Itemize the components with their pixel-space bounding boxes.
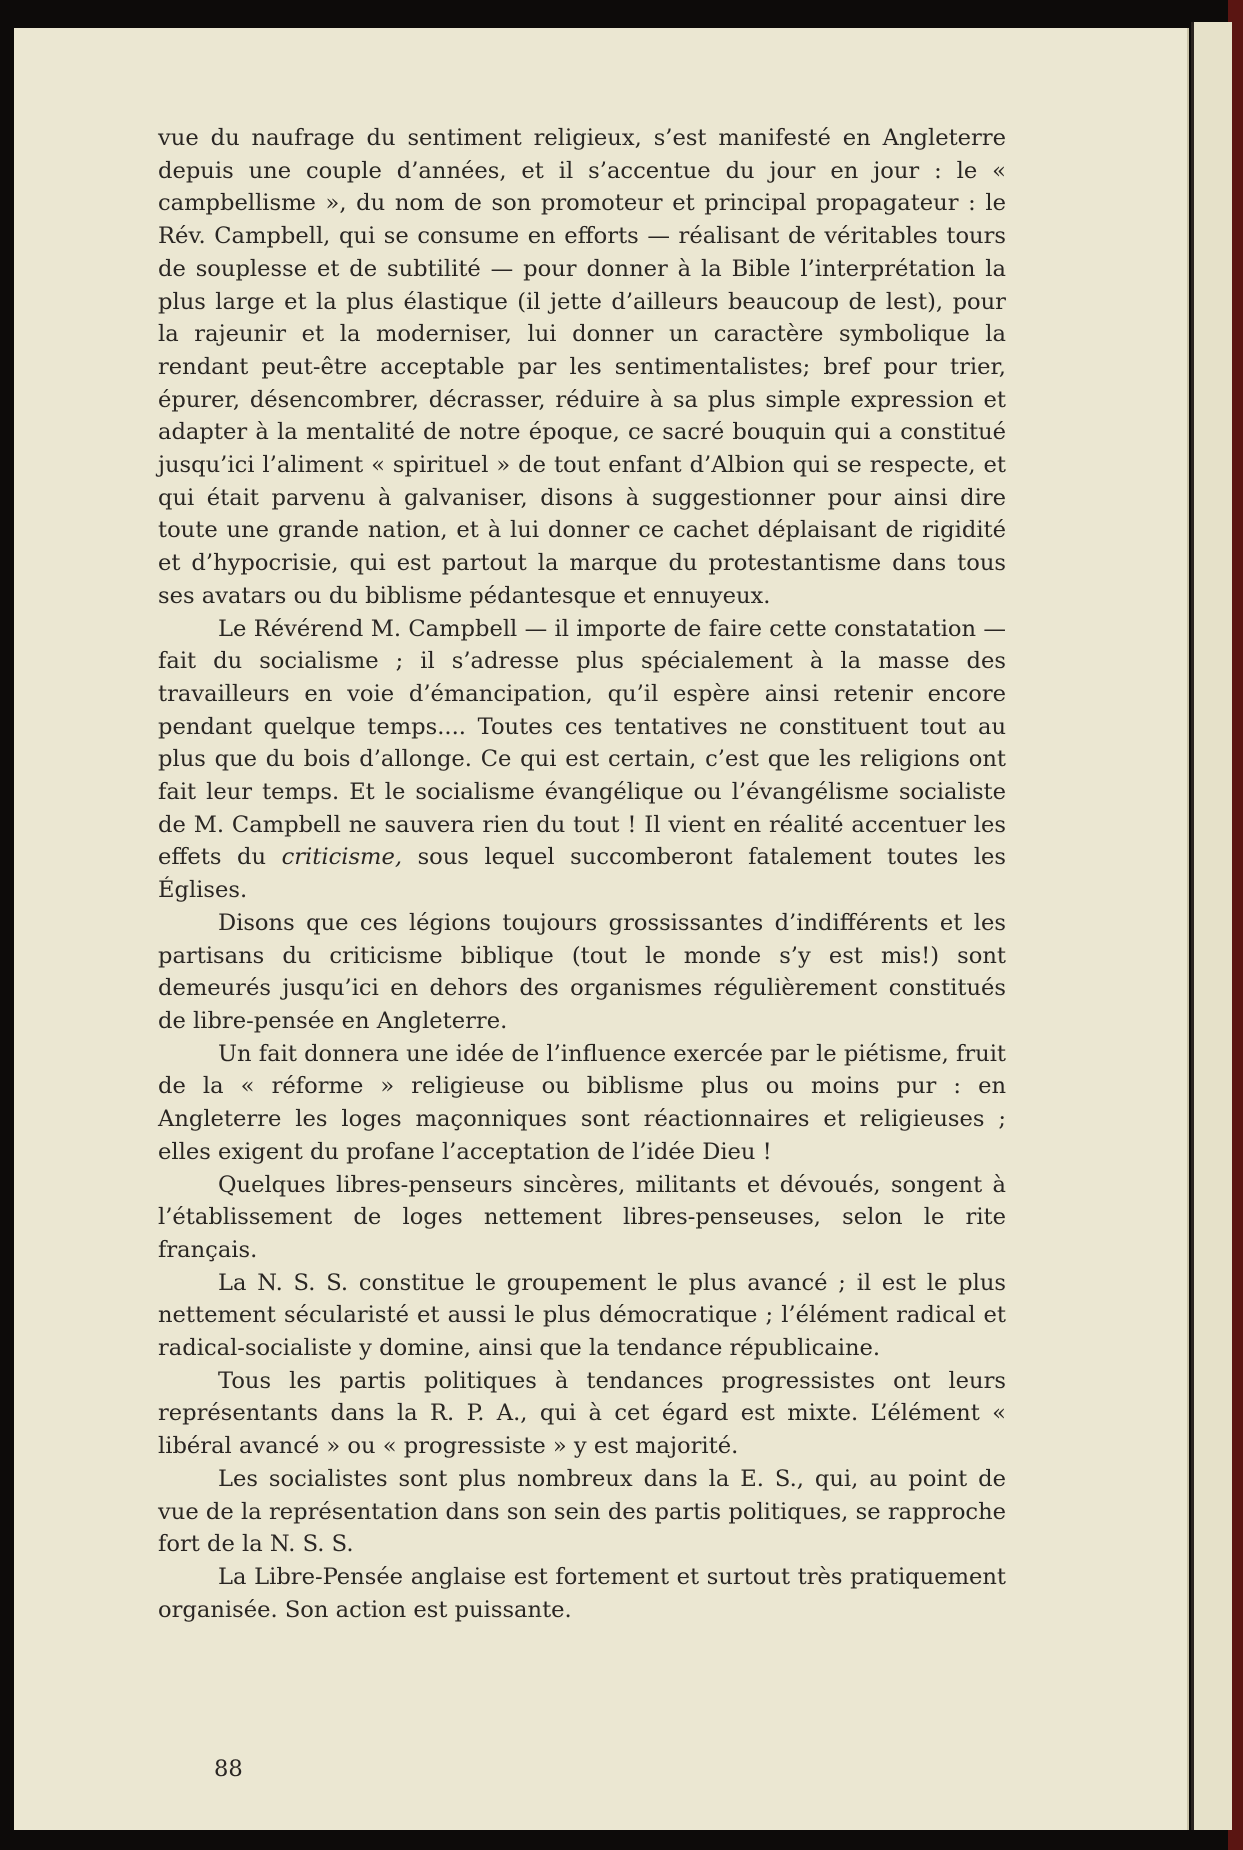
emphasis-criticisme: criticisme, — [281, 844, 403, 871]
paragraph-4: Un fait donnera une idée de l’influence exercée par le piétisme, fruit de la « réforme » religieuse ou biblisme plus ou moins pur : en Angleterre les loges maçonniques sont réactionnaires et religieuses ; elles exigent du profane l’acceptation de l’idée Dieu ! — [158, 1040, 1007, 1165]
page-number: 88 — [214, 1756, 243, 1782]
adjacent-page-edge — [1191, 22, 1232, 1830]
page-text — [158, 122, 1006, 1626]
paragraph-8: Les socialistes sont plus nombreux dans la E. S., qui, au point de vue de la représentation dans son sein des partis politiques, se rapproche fort de la N. S. S. — [158, 1465, 1006, 1558]
paragraph-2-text-before: Le Révérend M. Campbell — il importe de faire cette constatation — fait du socialisme ; il s’adresse plus spécialement à la masse des travailleurs en voie d’émancipation, qu’il espère ainsi retenir encore pendant quelque temps.... Toutes ces tentatives ne constituent tout au plus que du bois d’allonge. Ce qui est certain, c’est que les religions ont fait leur temps. Et le socialisme évangélique ou l’évangélisme socialiste de M. Campbell ne sauvera rien du tout ! Il vient en réalité accentuer les effets du — [158, 615, 1006, 871]
paragraph-7: Tous les partis politiques à tendances progressistes ont leurs représentants dans la R. P. A., qui à cet égard est mixte. L’élément « libéral avancé » ou « progressiste » y est majorité. — [158, 1367, 1006, 1460]
paragraph-1: vue du naufrage du sentiment religieux, s’est manifesté en Angleterre depuis une couple d’années, et il s’accentue du jour en jour : le « campbellisme », du nom de son promoteur et principal propagateur : le Rév. Campbell, qui se consume en efforts — réalisant de véritables tours de souplesse et de subtilité — pour donner à la Bible l’interprétation la plus large et la plus élastique (il jette d’ailleurs beaucoup de lest), pour la rajeunir et la moderniser, lui donner un caractère symbolique la rendant peut-être acceptable par les sentimentalistes; bref pour trier, épurer, désencombrer, décrasser, réduire à sa plus simple expression et adapter à la mentalité de notre époque, ce sacré bouquin qui a constitué jusqu’ici l’aliment « spirituel » de tout enfant d’Albion qui se respecte, et qui était parvenu à galvaniser, disons à suggestionner pour ainsi dire toute une grande nation, et à lui donner ce cachet déplaisant de rigidité et d’hypocrisie, qui est partout la marque du protestantisme dans tous ses avatars ou du biblisme pédantesque et ennuyeux. — [158, 125, 1006, 609]
paragraph-2-text-after: sous lequel succomberont fatalement toutes les Églises. — [158, 844, 1007, 904]
paragraph-5: Quelques libres-penseurs sincères, militants et dévoués, songent à l’établissement de loges nettement libres-penseuses, selon le rite français. — [158, 1171, 1006, 1263]
paragraph-2 — [158, 613, 1006, 907]
paragraph-3: Disons que ces légions toujours grossissantes d’indifférents et les partisans du criticisme biblique (tout le monde s’y est mis!) sont demeurés jusqu’ici en dehors des organismes régulièrement constitués de libre-pensée en Angleterre. — [158, 909, 1006, 1034]
paragraph-6: La N. S. S. constitue le groupement le plus avancé ; il est le plus nettement sécularisté et aussi le plus démocratique ; l’élément radical et radical-socialiste y domine, ainsi que la tendance républicaine. — [158, 1269, 1006, 1362]
paragraph-9: La Libre-Pensée anglaise est fortement et surtout très pratiquement organisée. Son action est puissante. — [158, 1563, 1006, 1623]
